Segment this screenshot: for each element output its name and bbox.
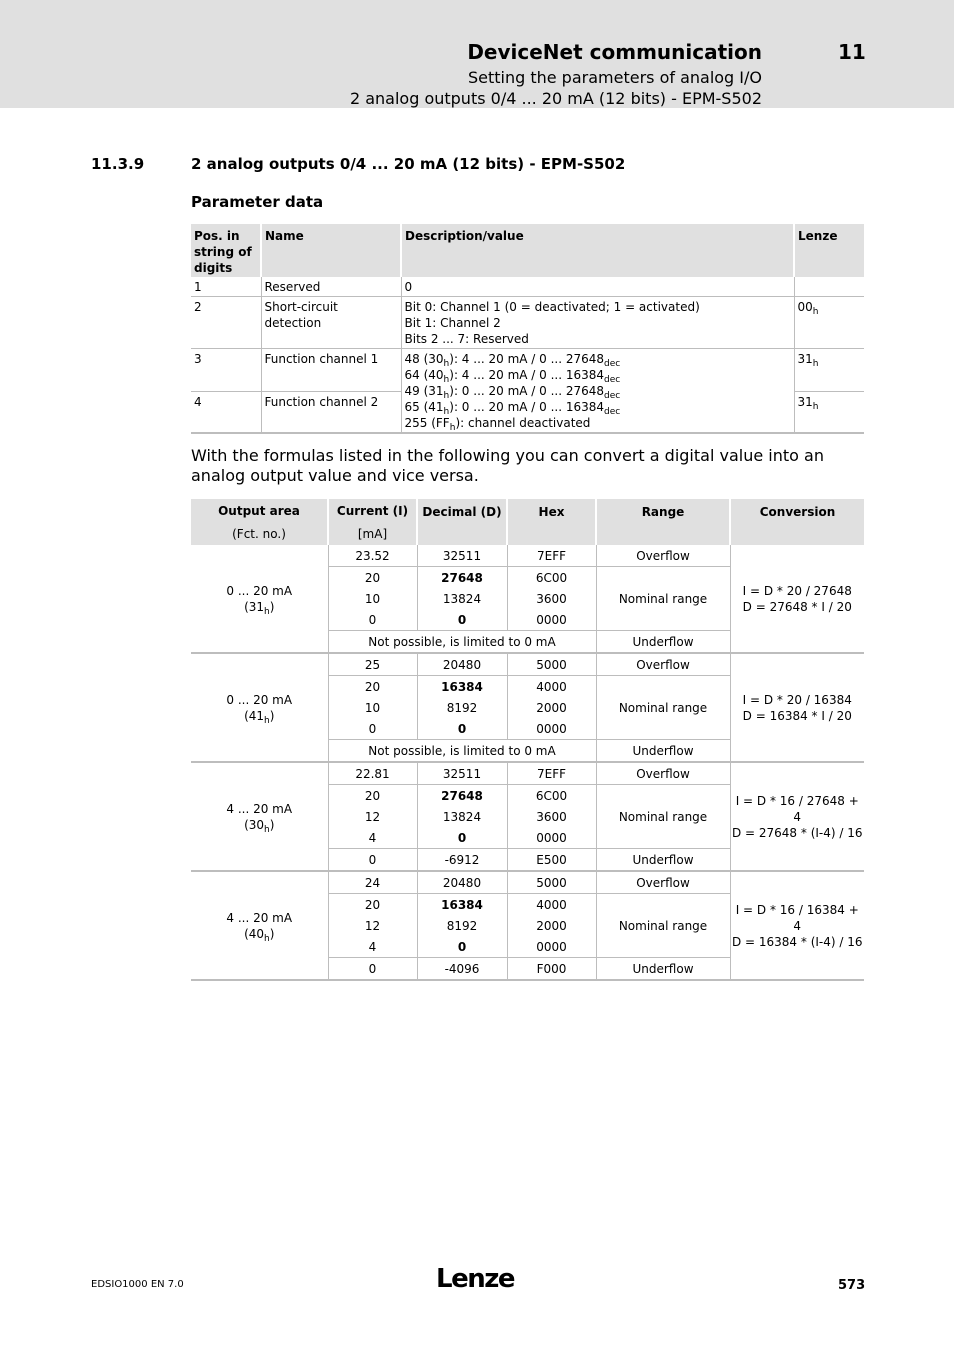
hex-value: 0000	[507, 827, 596, 849]
conv-header-output-area: Output area (Fct. no.)	[191, 499, 328, 545]
param-name: Reserved	[261, 277, 401, 297]
current-value: 4	[328, 827, 417, 849]
decimal-value: 0	[417, 609, 507, 631]
function-option: 48 $(30_h)$: 4 ... 20 mA / 0 ... $27648_{dec}$	[404, 352, 621, 369]
conversion-formula: I = D * 16 / 27648 + 4 D = 27648 * (I-4) / 16	[730, 762, 864, 871]
desc-line: Bit 1: Channel 2	[404, 316, 501, 330]
current-value: 20	[328, 676, 417, 698]
param-lenze: $31_h$	[794, 349, 864, 392]
param-header-name: Name	[261, 224, 401, 277]
table-row	[191, 545, 864, 567]
conv-header-decimal: Decimal (D)	[417, 499, 507, 545]
table-row	[191, 653, 864, 676]
function-option: 65 $(41_h)$: 0 ... 20 mA / 0 ... $16384_{dec}$	[404, 400, 621, 417]
decimal-value: 0	[417, 827, 507, 849]
conversion-table	[191, 499, 864, 981]
hex-value: 4000	[507, 894, 596, 916]
current-value: 0	[328, 958, 417, 981]
current-value: 20	[328, 785, 417, 807]
chapter-number: 11	[838, 40, 866, 64]
param-pos: 2	[191, 297, 261, 349]
intro-paragraph: With the formulas listed in the following you can convert a digital value into an analog output value and vice versa.	[191, 446, 824, 485]
range-label: Underflow	[596, 849, 730, 872]
decimal-value: 20480	[417, 653, 507, 676]
decimal-value: 13824	[417, 806, 507, 827]
current-value: 0	[328, 609, 417, 631]
param-name: Function channel 1	[261, 349, 401, 392]
decimal-value: 0	[417, 936, 507, 958]
param-pos: 3	[191, 349, 261, 392]
param-header-desc: Description/value	[401, 224, 794, 277]
current-value: 4	[328, 936, 417, 958]
current-value: 12	[328, 806, 417, 827]
hex-value: 2000	[507, 915, 596, 936]
function-option: 49 $(31_h)$: 0 ... 20 mA / 0 ... $27648_{dec}$	[404, 384, 621, 401]
table-row	[191, 277, 864, 297]
decimal-value: 13824	[417, 588, 507, 609]
hex-value: 3600	[507, 588, 596, 609]
hex-value: 0000	[507, 609, 596, 631]
param-lenze	[794, 277, 864, 297]
decimal-value: 0	[417, 718, 507, 740]
header-subtitle-1: Setting the parameters of analog I/O	[467, 68, 762, 87]
param-name: Function channel 2	[261, 392, 401, 433]
hex-value: 7EFF	[507, 762, 596, 785]
range-label: Underflow	[596, 958, 730, 981]
output-area-cell: 4 ... 20 mA $(30_h)$	[191, 762, 328, 871]
param-pos: 1	[191, 277, 261, 297]
decimal-value: -4096	[417, 958, 507, 981]
hex-value: 6C00	[507, 785, 596, 807]
param-header-pos: Pos. in string of digits	[191, 224, 261, 277]
function-option: 255 $(FF_h)$: channel deactivated	[404, 416, 591, 433]
page-number: 573	[838, 1278, 866, 1293]
param-pos: 4	[191, 392, 261, 433]
hex-value: 0000	[507, 718, 596, 740]
conv-header-current: Current (I) [mA]	[328, 499, 417, 545]
range-label: Underflow	[596, 631, 730, 654]
range-label: Overflow	[596, 653, 730, 676]
param-desc	[401, 297, 794, 349]
decimal-value: 16384	[417, 676, 507, 698]
current-value: 12	[328, 915, 417, 936]
range-label: Nominal range	[596, 785, 730, 849]
param-header-lenze: Lenze	[794, 224, 864, 277]
param-lenze: $00_h$	[794, 297, 864, 349]
hex-value: 2000	[507, 697, 596, 718]
param-desc: 0	[401, 277, 794, 297]
page-header	[0, 0, 954, 108]
subheading-parameter-data: Parameter data	[191, 193, 324, 211]
range-label: Nominal range	[596, 567, 730, 631]
underflow-note: Not possible, is limited to 0 mA	[328, 740, 596, 763]
current-value: 10	[328, 588, 417, 609]
section-number: 11.3.9	[91, 155, 145, 173]
range-label: Nominal range	[596, 894, 730, 958]
conversion-formula: I = D * 20 / 27648 D = 27648 * I / 20	[730, 545, 864, 653]
current-value: 22.81	[328, 762, 417, 785]
decimal-value: 8192	[417, 915, 507, 936]
header-title: DeviceNet communication	[467, 40, 762, 64]
current-value: 20	[328, 894, 417, 916]
footer-doc-id: EDSIO1000 EN 7.0	[91, 1279, 184, 1290]
table-row	[191, 349, 864, 392]
hex-value: F000	[507, 958, 596, 981]
hex-value: 6C00	[507, 567, 596, 589]
decimal-value: 32511	[417, 545, 507, 567]
decimal-value: 27648	[417, 785, 507, 807]
conv-header-conversion: Conversion	[730, 499, 864, 545]
conv-header-hex: Hex	[507, 499, 596, 545]
current-value: 0	[328, 849, 417, 872]
decimal-value: 8192	[417, 697, 507, 718]
current-value: 25	[328, 653, 417, 676]
current-value: 10	[328, 697, 417, 718]
current-value: 0	[328, 718, 417, 740]
hex-value: 4000	[507, 676, 596, 698]
function-options	[401, 349, 794, 434]
function-option: 64 $(40_h)$: 4 ... 20 mA / 0 ... $16384_{dec}$	[404, 368, 621, 385]
output-area-cell: 0 ... 20 mA $(31_h)$	[191, 545, 328, 653]
current-value: 24	[328, 871, 417, 894]
conv-header-range: Range	[596, 499, 730, 545]
current-value: 23.52	[328, 545, 417, 567]
desc-line: Bits 2 ... 7: Reserved	[404, 332, 529, 346]
section-title: 2 analog outputs 0/4 ... 20 mA (12 bits) - EPM-S502	[191, 155, 626, 173]
decimal-value: 16384	[417, 894, 507, 916]
hex-value: 5000	[507, 871, 596, 894]
lenze-logo: Lenze	[436, 1264, 514, 1294]
output-area-cell: 0 ... 20 mA $(41_h)$	[191, 653, 328, 762]
range-label: Overflow	[596, 545, 730, 567]
hex-value: 7EFF	[507, 545, 596, 567]
decimal-value: 20480	[417, 871, 507, 894]
param-name: Short-circuit detection	[261, 297, 401, 349]
hex-value: 0000	[507, 936, 596, 958]
decimal-value: -6912	[417, 849, 507, 872]
header-subtitle-2: 2 analog outputs 0/4 ... 20 mA (12 bits) - EPM-S502	[349, 89, 762, 108]
range-label: Overflow	[596, 871, 730, 894]
decimal-value: 32511	[417, 762, 507, 785]
conversion-formula: I = D * 16 / 16384 + 4 D = 16384 * (I-4) / 16	[730, 871, 864, 980]
hex-value: 5000	[507, 653, 596, 676]
table-row	[191, 762, 864, 785]
decimal-value: 27648	[417, 567, 507, 589]
current-value: 20	[328, 567, 417, 589]
hex-value: E500	[507, 849, 596, 872]
table-row	[191, 297, 864, 349]
param-lenze: $31_h$	[794, 392, 864, 433]
output-area-cell: 4 ... 20 mA $(40_h)$	[191, 871, 328, 980]
underflow-note: Not possible, is limited to 0 mA	[328, 631, 596, 654]
range-label: Nominal range	[596, 676, 730, 740]
range-label: Underflow	[596, 740, 730, 763]
range-label: Overflow	[596, 762, 730, 785]
parameter-table	[191, 224, 864, 434]
hex-value: 3600	[507, 806, 596, 827]
desc-line: Bit 0: Channel 1 (0 = deactivated; 1 = activated)	[404, 300, 700, 314]
conversion-formula: I = D * 20 / 16384 D = 16384 * I / 20	[730, 653, 864, 762]
table-row	[191, 871, 864, 894]
